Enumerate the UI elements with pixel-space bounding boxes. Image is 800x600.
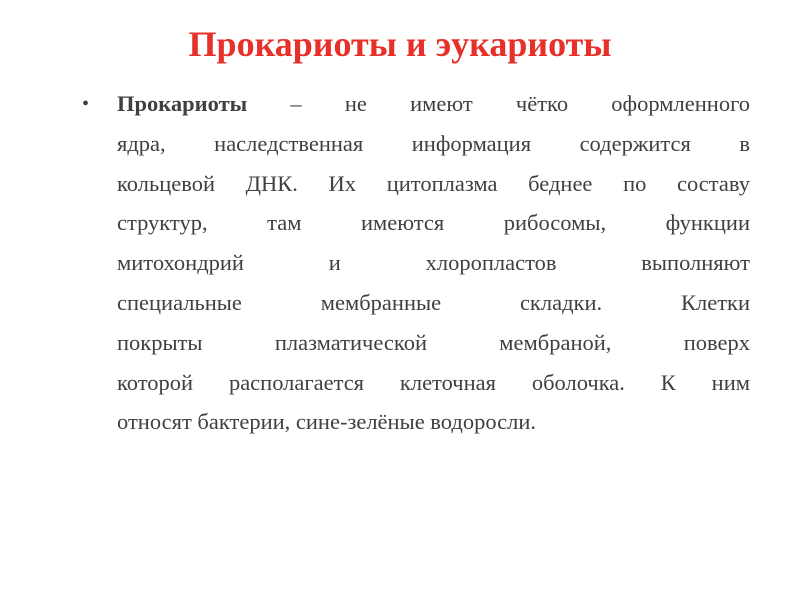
slide-content <box>82 84 750 442</box>
paragraph-line-2: ядра, наследственная информация содержится в <box>117 130 750 156</box>
paragraph-line-6: специальные мембранные складки. Клетки <box>117 289 750 315</box>
bullet-dot-icon: • <box>82 93 90 115</box>
bullet-paragraph <box>117 84 750 442</box>
paragraph-line-4: структур, там имеются рибосомы, функции <box>117 210 750 236</box>
paragraph-line-7: покрыты плазматической мембраной, поверх <box>117 329 750 355</box>
bullet-item <box>82 84 750 442</box>
paragraph-line-5: митохондрий и хлоропластов выполняют <box>117 250 750 276</box>
bullet-term: Прокариоты <box>117 91 248 116</box>
slide-title: Прокариоты и эукариоты <box>188 24 612 64</box>
paragraph-line-8: которой располагается клеточная оболочка. К ним <box>117 369 750 395</box>
paragraph-line-text: – не имеют чётко оформленного <box>247 91 750 116</box>
paragraph-line-9: относят бактерии, сине-зелёные водоросли. <box>117 409 537 435</box>
paragraph-line-3: кольцевой ДНК. Их цитоплазма беднее по составу <box>117 170 750 196</box>
paragraph-line-1 <box>117 84 750 124</box>
